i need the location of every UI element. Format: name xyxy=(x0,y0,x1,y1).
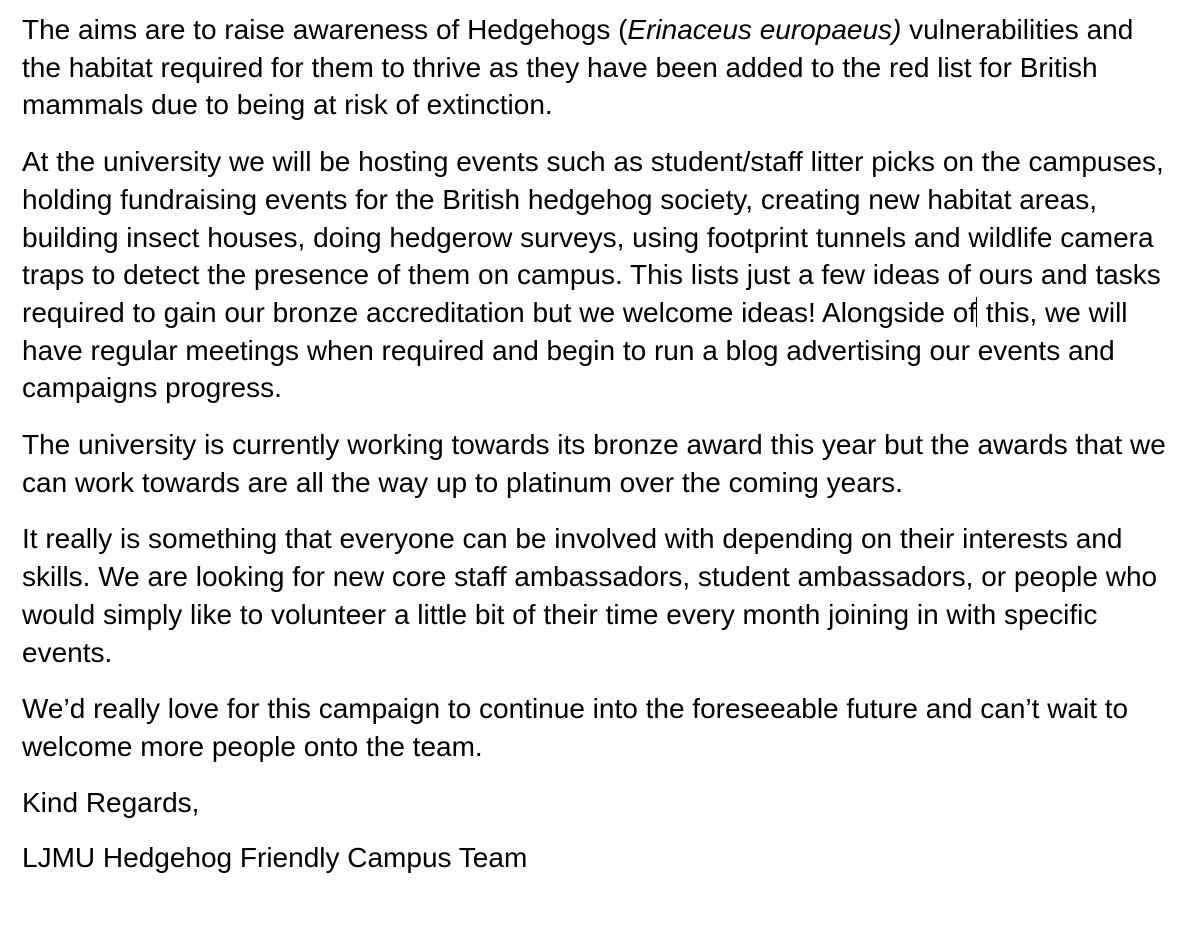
aims-text-end: vulnerabilities and the habitat required for them to thrive as they have been added to the red list for British mammals due to being at risk of extinction. xyxy=(22,14,1134,121)
text-cursor xyxy=(976,297,977,327)
aims-text-start: The aims are to raise awareness of Hedgehogs ( xyxy=(22,14,628,45)
events-text-start: At the university we will be hosting events such as student/staff litter picks on the campuses, holding fundraising events for the British hedgehog society, creating new habitat areas, building insect houses, doing hedgerow surveys, using footprint tunnels and wildlife camera traps to detect the presence of them on campus. This lists just a few ideas of ours and tasks required to gain our bronze accreditation but we welcome ideas! Alongside of xyxy=(22,146,1164,328)
paragraph-involvement: It really is something that everyone can be involved with depending on their interests and skills. We are looking for new core staff ambassadors, student ambassadors, or people who would simply like to volunteer a little bit of their time every month joining in with specific events. xyxy=(22,523,1158,668)
species-name: Erinaceus europaeus) xyxy=(627,14,902,45)
closing-line: Kind Regards, xyxy=(22,786,200,818)
events-text-end: this, we will have regular meetings when required and begin to run a blog advertising our events and campaigns progress. xyxy=(22,296,1128,404)
paragraph-future: We’d really love for this campaign to continue into the foreseeable future and can’t wait to welcome more people onto the team. xyxy=(22,693,1129,762)
paragraph-aims xyxy=(22,11,1172,124)
signature-line: LJMU Hedgehog Friendly Campus Team xyxy=(22,842,528,874)
document-body[interactable] xyxy=(22,11,1172,896)
paragraph-events xyxy=(22,143,1172,407)
paragraph-awards: The university is currently working towards its bronze award this year but the awards that we can work towards are all the way up to platinum over the coming years. xyxy=(22,429,1166,498)
